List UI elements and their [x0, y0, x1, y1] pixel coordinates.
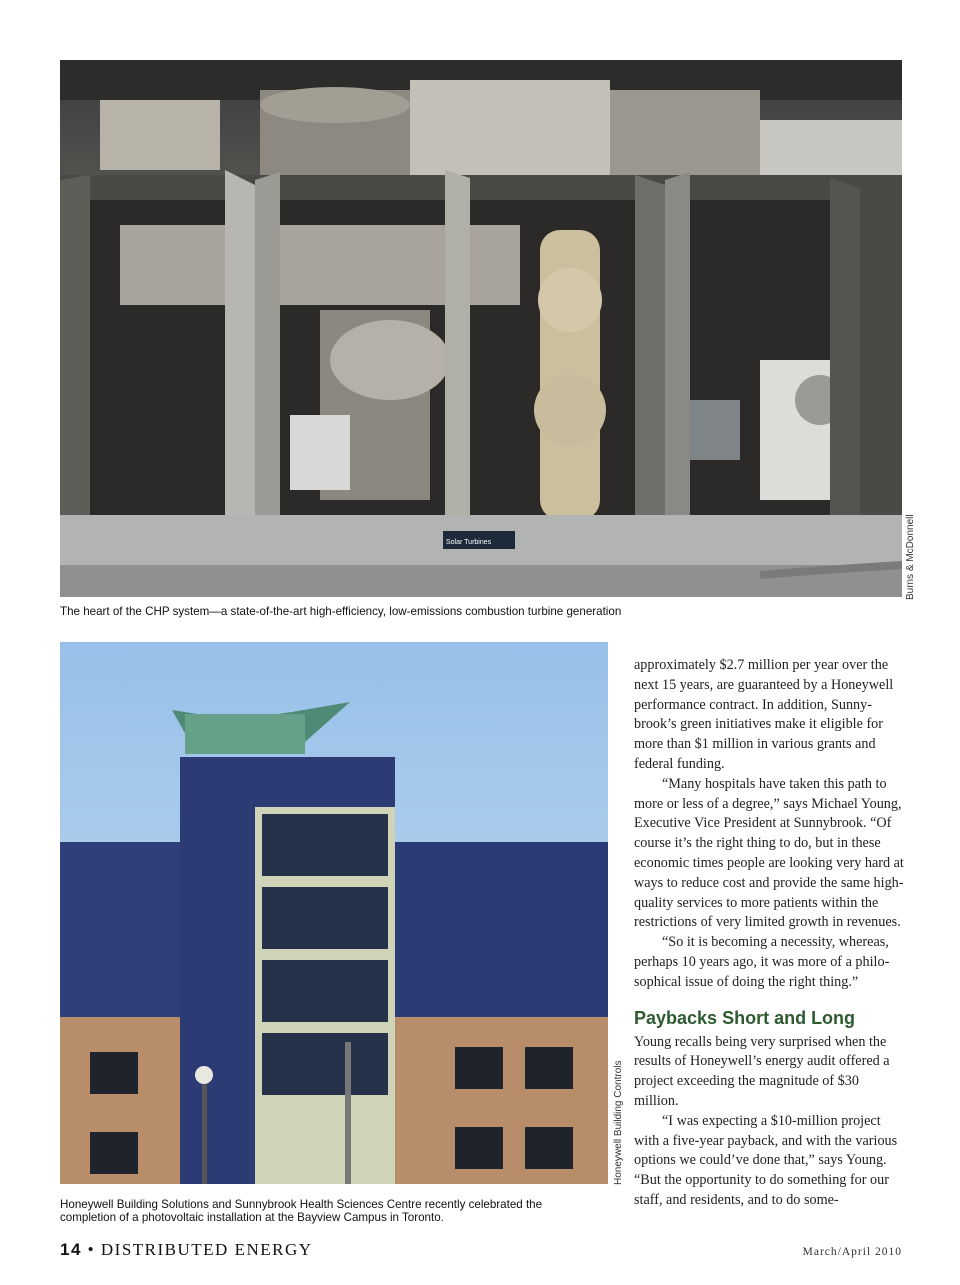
top-photo-credit: Burns & McDonnell: [905, 514, 916, 600]
page-number: 14: [60, 1240, 82, 1259]
paragraph-3: “So it is becoming a necessity, whereas, perhaps 10 years ago, it was more of a philosophical issue of doing the right thing.”: [634, 934, 890, 990]
turbine-photo: [60, 60, 902, 597]
solar-building-illustration: [60, 642, 608, 1184]
caption-line-2: completion of a photovoltaic installation at the Bayview Campus in Toronto.: [60, 1211, 444, 1224]
publication-name: DISTRIBUTED ENERGY: [100, 1240, 313, 1259]
section-heading: Paybacks Short and Long: [634, 1007, 856, 1028]
bottom-photo-credit: Honeywell Building Controls: [613, 1060, 624, 1185]
page-footer-left: [60, 1240, 313, 1260]
turbine-illustration: [60, 60, 902, 597]
turbine-nameplate: Solar Turbines: [446, 539, 492, 546]
paragraph-5: “I was expecting a $10-million project with a five-year payback, and with the various options we could’ve done that,” says Young. “But the opportunity to do something for our staff, and residents, and to do some-: [634, 1112, 898, 1208]
article-column: [634, 656, 904, 1211]
bottom-photo-caption: [60, 1198, 608, 1224]
paragraph-1: approximately $2.7 million per year over the next 15 years, are guaranteed by a Honeywell performance contract. In addition, Sunnybrook’s green initiatives make it eligible for more than $1 million in various grants and federal funding.: [634, 657, 894, 772]
footer-bullet: •: [87, 1240, 96, 1259]
top-photo-caption: The heart of the CHP system—a state-of-the-art high-efficiency, low-emissions combustion turbine generation: [60, 605, 622, 618]
issue-date: March/April 2010: [802, 1246, 902, 1258]
solar-building-photo: [60, 642, 608, 1184]
caption-line-1: Honeywell Building Solutions and Sunnybrook Health Sciences Centre recently celebrated the: [60, 1198, 543, 1211]
paragraph-2: “Many hospitals have taken this path to more or less of a degree,” says Michael Young, Executive Vice President at Sunnybrook. “Of course it’s the right thing to do, but in these economic times people are looking very hard at ways to reduce cost and provide the same high-quality services to more patients within the restrictions of very limited growth in revenues.: [634, 775, 904, 931]
paragraph-4: Young recalls being very surprised when the results of Honeywell’s energy audit offered a project exceeding the magnitude of $30 million.: [634, 1033, 890, 1109]
